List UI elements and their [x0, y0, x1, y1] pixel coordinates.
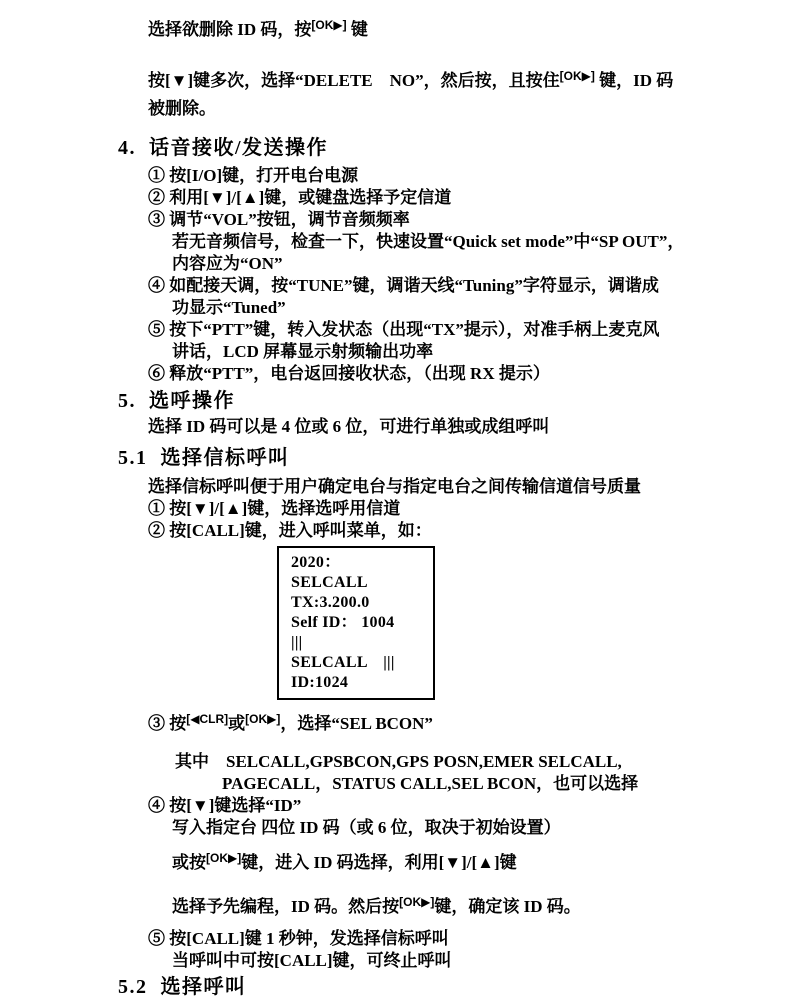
section-5-1-heading: 5.1 选择信标呼叫 [118, 447, 290, 469]
step-line: ④ 按[▼]键选择“ID” [148, 796, 302, 815]
text-segment: ，选择“SEL BCON” [280, 714, 433, 733]
step-continuation-line: 当呼叫中可按[CALL]键，可终止呼叫 [172, 951, 452, 970]
text-segment: 键，ID 码 [594, 71, 674, 90]
step-line [148, 708, 776, 735]
intro-line-delete-no-1 [148, 65, 776, 92]
text-segment: 或 [228, 714, 246, 733]
text-segment: 选择予先编程，ID 码。然后按 [172, 897, 400, 916]
step-line: ⑥ 释放“PTT”，电台返回接收状态，（出现 RX 提示） [148, 364, 550, 383]
lcd-display-box [277, 546, 435, 700]
section-5-1-paragraph: 选择信标呼叫便于用户确定电台与指定电台之间传输信道信号质量 [148, 477, 641, 496]
key-notation: [OK▶] [245, 712, 281, 726]
step-continuation-line: 内容应为“ON” [172, 254, 283, 273]
text-segment: 或按 [172, 853, 206, 872]
step-line: ② 利用[▼]/[▲]键，或键盘选择予定信道 [148, 188, 452, 207]
lcd-line-selcall: ||| SELCALL ||| [291, 634, 395, 671]
key-notation: [OK▶] [206, 851, 242, 865]
text-segment: 键，确定该 ID 码。 [434, 897, 581, 916]
lcd-line-channel: 2020： SELCALL [291, 554, 368, 591]
step-line: ② 按[CALL]键，进入呼叫菜单，如： [148, 521, 432, 540]
step-line: ④ 如配接天调，按“TUNE”键，调谐天线“Tuning”字符显示，调谐成 [148, 276, 659, 295]
step-line: ③ 调节“VOL”按钮，调节音频频率 [148, 210, 410, 229]
key-notation: [OK▶] [311, 18, 347, 32]
step-line: ① 按[▼]/[▲]键，选择选呼用信道 [148, 499, 401, 518]
step-continuation-line: PAGECALL，STATUS CALL,SEL BCON，也可以选择 [222, 774, 639, 793]
text-segment: ③ 按 [148, 714, 187, 733]
key-notation: [OK▶] [399, 895, 435, 909]
intro-line-delete-no-2: 被删除。 [148, 99, 216, 118]
key-notation: [OK▶] [559, 69, 595, 83]
step-continuation-line: 讲话，LCD 屏幕显示射频输出功率 [172, 342, 434, 361]
step-continuation-line: 若无音频信号，检查一下，快速设置“Quick set mode”中“SP OUT”， [172, 232, 685, 251]
text-segment: 按[▼]键多次，选择“DELETE NO”，然后按，且按住 [148, 71, 560, 90]
step-line: ⑤ 按[CALL]键 1 秒钟，发选择信标呼叫 [148, 929, 449, 948]
step-continuation-line: 功显示“Tuned” [172, 298, 286, 317]
text-segment: 键 [346, 20, 368, 39]
lcd-line-tx-frequency: TX:3.200.0 [291, 594, 370, 611]
section-5-paragraph: 选择 ID 码可以是 4 位或 6 位，可进行单独或成组呼叫 [148, 417, 550, 436]
step-continuation-line [172, 891, 776, 918]
section-5-2-heading: 5.2 选择呼叫 [118, 976, 247, 998]
step-continuation-line: 其中 SELCALL,GPSBCON,GPS POSN,EMER SELCALL, [175, 752, 622, 771]
step-continuation-line: 写入指定台 四位 ID 码（或 6 位，取决于初始设置） [172, 818, 561, 837]
text-segment: 键，进入 ID 码选择，利用[▼]/[▲]键 [241, 853, 517, 872]
step-continuation-line [172, 847, 776, 874]
section-5-heading: 5. 选呼操作 [118, 390, 235, 412]
step-line: ⑤ 按下“PTT”键，转入发状态（出现“TX”提示），对准手柄上麦克风 [148, 320, 660, 339]
text-segment: 选择欲删除 ID 码，按 [148, 20, 312, 39]
lcd-line-self-id: Self ID： 1004 [291, 614, 395, 631]
intro-line-delete-id [148, 14, 776, 41]
step-line: ① 按[I/O]键，打开电台电源 [148, 166, 359, 185]
lcd-line-id: ID:1024 [291, 674, 349, 691]
section-4-heading: 4. 话音接收/发送操作 [118, 137, 329, 159]
key-notation: [◀CLR] [186, 712, 229, 726]
